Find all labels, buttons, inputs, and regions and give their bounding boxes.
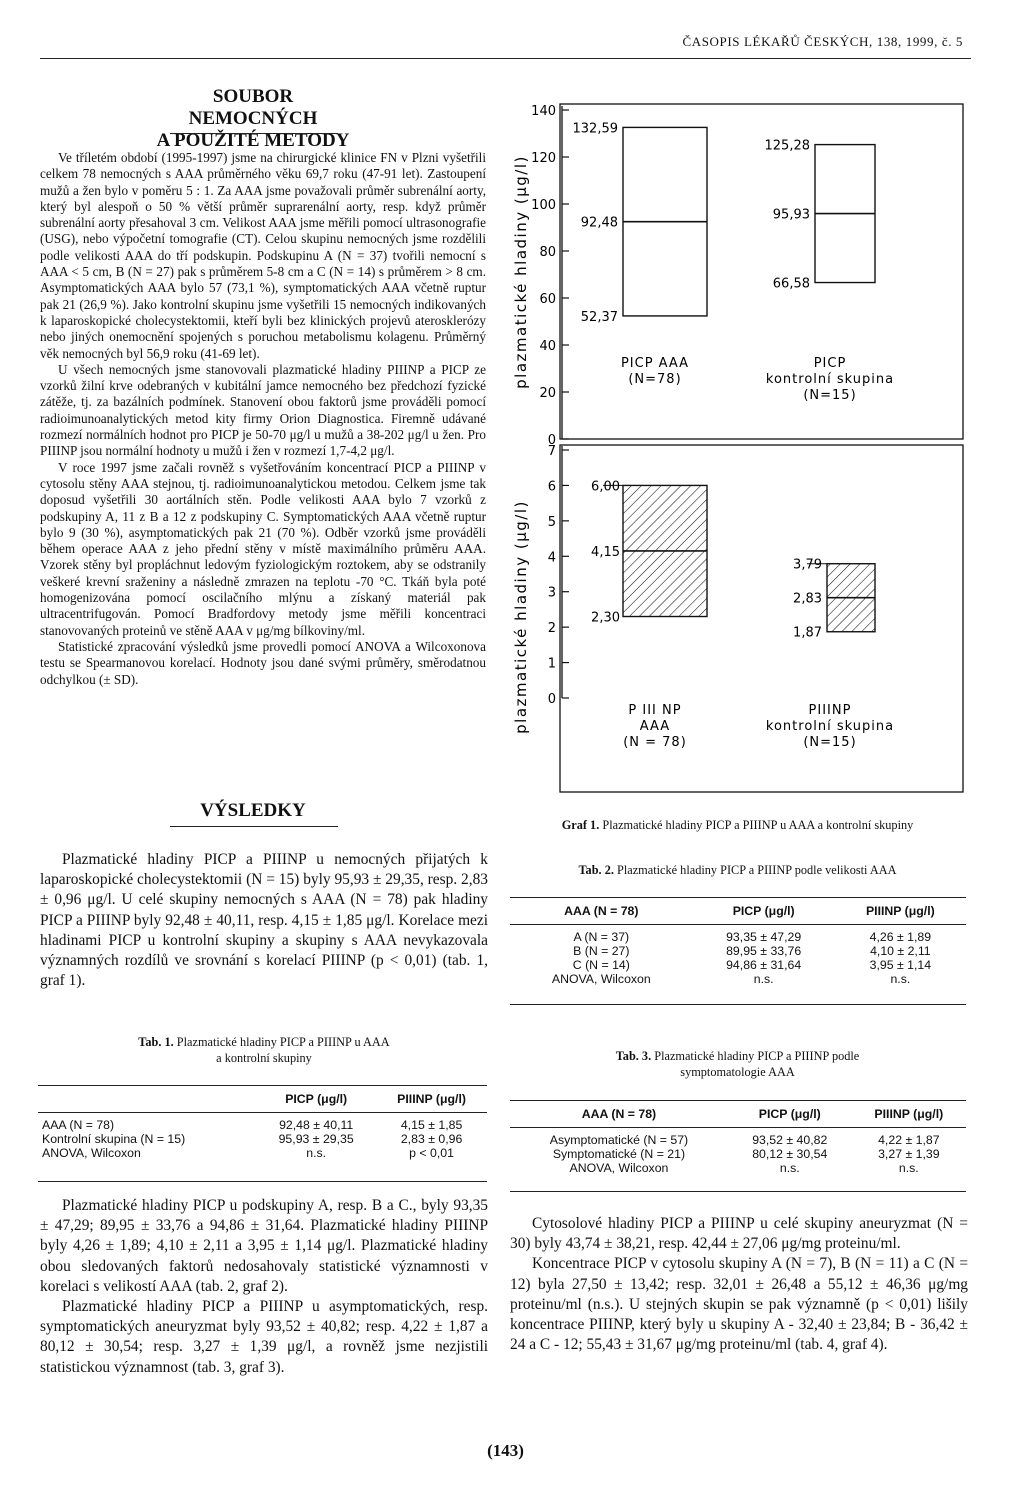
table-row: [510, 972, 966, 986]
tab2-cell: A (N = 37): [573, 929, 630, 944]
running-head: ČASOPIS LÉKAŘŮ ČESKÝCH, 138, 1999, č. 5: [682, 34, 963, 49]
y-tick-label: 1: [547, 656, 556, 672]
chart-2-frame: [560, 445, 963, 792]
tab2-cell: 3,95 ± 1,14: [869, 957, 932, 972]
lower-value-label: 1,87: [793, 625, 822, 641]
table-row: [510, 930, 966, 944]
y-tick-label: 100: [531, 198, 556, 213]
category-label: kontrolní skupina: [765, 372, 895, 387]
tab3: [510, 1100, 966, 1192]
category-label: (N=15): [803, 388, 857, 403]
tab1-cell: AAA (N = 78): [42, 1117, 115, 1132]
tab3-caption-line1: Plazmatické hladiny PICP a PIIINP podle: [654, 1049, 860, 1063]
tab3-header-1: PICP (μg/l): [758, 1106, 821, 1121]
tab3-header-0: AAA (N = 78): [581, 1106, 657, 1121]
y-tick-label: 5: [547, 514, 556, 530]
tab2-header-0: AAA (N = 78): [564, 903, 639, 918]
tab1-cell: 95,93 ± 29,35: [278, 1131, 354, 1146]
results-paragraph-3: Plazmatické hladiny PICP a PIIINP u asymptomatických, resp. symptomatických aneuryzmat byly 93,52 ± 40,82; resp. 4,22 ± 1,87 a 80,12 ± 30,54; resp. 3,27 ± 1,39 μg/l, a rovněž jsme nezjistili statistickou významnost (tab. 3, graf 3).: [40, 1298, 488, 1376]
tab3-header-2: PIIINP (μg/l): [874, 1106, 944, 1121]
tab2-caption: [510, 862, 965, 878]
tab2-cell: n.s.: [753, 971, 774, 986]
y-tick-label: 3: [547, 585, 556, 601]
tab1-cell: 4,15 ± 1,85: [400, 1117, 463, 1132]
methods-paragraph-2: U všech nemocných jsme stanovovali plazmatické hladiny PIIINP a PICP ze vzorků žilní krve odebraných v kubitální jamce nemocného bez předchozí fyzické zátěže, tj. za bazálních podmínek. Stanovení obou faktorů jsme prováděli pomocí radioimunoanalytických metod kity firmy Orion Diagnostica. Firemně udávané rozmezí normálních hodnot pro PICP je 50-70 μg/l u mužů a 38-202 μg/l u žen. Pro PIIINP jsou normální hodnoty u mužů i žen v rozmezí 1,7-4,2 μg/l.: [40, 361, 486, 459]
tab1-caption-line1: Plazmatické hladiny PICP a PIIINP u AAA: [176, 1035, 390, 1049]
chart-1-ylabel: plazmatické hladiny (μg/l): [512, 155, 530, 389]
tab2-table: [510, 898, 966, 986]
tab3-cell: n.s.: [898, 1160, 919, 1175]
tab2-cell: 4,10 ± 2,11: [870, 943, 931, 958]
tab2-cell: 4,26 ± 1,89: [869, 929, 932, 944]
tab2-label: Tab. 2.: [578, 863, 614, 877]
y-tick-label: 2: [547, 621, 556, 637]
table-row: [510, 1161, 966, 1175]
tab3-table: [510, 1101, 966, 1175]
y-tick-label: 6: [547, 479, 556, 495]
tab1-cell: n.s.: [306, 1145, 327, 1160]
tab3-cell: 93,52 ± 40,82: [752, 1132, 828, 1147]
tab3-cell: 80,12 ± 30,54: [752, 1146, 828, 1161]
tab1-cell: 92,48 ± 40,11: [279, 1117, 354, 1132]
table-row: [38, 1132, 487, 1146]
graph1-caption: [510, 817, 965, 833]
tab3-cell: n.s.: [779, 1160, 800, 1175]
tab2-cell: n.s.: [890, 971, 911, 986]
y-tick-label: 140: [531, 104, 556, 119]
results-title-rule: [170, 826, 338, 827]
methods-paragraph-1: Ve tříletém období (1995-1997) jsme na chirurgické klinice FN v Plzni vyšetřili celkem 78 nemocných s AAA průměrného věku 69,7 roku (47-91 let). Zastoupení mužů a žen bylo v poměru 5 : 1. Za AAA jsme považovali průměr subrenální aorty, který byl alespoň o 50 % větší průměr suprarenální aorty, resp. když průměr subrenální aorty přesahoval 3 cm. Velikost AAA jsme měřili pomocí ultrasonografie (USG), nebo výpočetní tomografie (CT). Celou skupinu nemocných jsme rozdělili podle velikosti AAA do tří podskupin. Podskupinu A (N = 37) tvořili nemocní s AAA < 5 cm, B (N = 27) pak s průměrem 5-8 cm a C (N = 14) s průměrem > 8 cm. Asymptomatických AAA bylo 57 (73,1 %), symptomatických AAA včetně ruptur pak 21 (26,9 %). Jako kontrolní skupinu jsme vyšetřili 15 nemocných indikovaných k laparoskopické cholecystektomii, kteří byli bez klinických projevů aterosklerózy nebo jiných onemocnění spojených s poruchou metabolismu kolagenu. Průměrný věk nemocných byl 56,9 roku (41-69 let).: [40, 150, 486, 361]
results-right-bottom: [510, 1214, 968, 1355]
lower-value-label: 2,30: [591, 610, 620, 626]
methods-title-rule: [170, 133, 338, 134]
graph1-label: Graf 1.: [561, 818, 600, 832]
table-row: [38, 1118, 487, 1132]
y-tick-label: 7: [547, 444, 556, 459]
tab1-caption-line2: a kontrolní skupiny: [216, 1051, 312, 1065]
upper-value-label: 132,59: [572, 121, 618, 137]
upper-value-label: 3,79: [793, 557, 822, 573]
y-tick-label: 40: [539, 339, 556, 354]
results-left-bottom: [40, 1196, 488, 1378]
tab1-table: [38, 1086, 487, 1160]
chart-1: [512, 104, 963, 448]
median-value-label: 92,48: [580, 215, 618, 231]
graph1-caption-text: Plazmatické hladiny PICP a PIIINP u AAA a kontrolní skupiny: [602, 818, 914, 832]
category-label: PIIINP: [808, 703, 852, 718]
y-tick-label: 20: [539, 386, 556, 401]
results-paragraph-5: Koncentrace PICP v cytosolu skupiny A (N = 7), B (N = 11) a C (N = 12) byla 27,50 ± 13,42; resp. 32,01 ± 26,48 a 55,12 ± 46,36 μg/mg proteinu/ml (n.s.). U stejných skupin se pak významně (p < 0,01) lišily koncentrace PIIINP, který byly u skupiny A - 32,40 ± 23,84; B - 36,42 ± 24 a C - 12; 55,43 ± 31,67 μg/mg proteinu/ml (tab. 4, graf 4).: [510, 1255, 968, 1354]
results-paragraph-1: Plazmatické hladiny PICP a PIIINP u nemocných přijatých k laparoskopické cholecystektomii (N = 15) byly 95,93 ± 29,35, resp. 2,83 ± 0,96 μg/l. U celé skupiny nemocných s AAA (N = 78) pak hladiny PICP a PIIINP byly 92,48 ± 40,11, resp. 4,15 ± 1,85 μg/l. Korelace mezi hladinami PICP u kontrolní skupiny a skupiny s AAA nevykazovala významných rozdílů ve srovnání s korelací PIIINP (p < 0,01) (tab. 1, graf 1).: [40, 851, 488, 990]
methods-title-line2: A POUŽITÉ METODY: [156, 130, 350, 151]
tab2-cell: ANOVA, Wilcoxon: [551, 971, 651, 986]
category-label: P III NP: [628, 703, 682, 718]
tab1-cell: Kontrolní skupina (N = 15): [42, 1131, 186, 1146]
tab1-header-0: [38, 1086, 256, 1112]
category-label: PICP AAA: [620, 356, 690, 371]
tab3-cell: 3,27 ± 1,39: [878, 1146, 940, 1161]
lower-value-label: 52,37: [580, 309, 618, 325]
tab1-header-1: PICP (μg/l): [285, 1091, 348, 1106]
tab1-caption: [60, 1034, 468, 1066]
tab2-cell: B (N = 27): [573, 943, 630, 958]
results-title: VÝSLEDKY: [200, 800, 306, 821]
methods-title: [150, 86, 356, 152]
tab2-header-2: PIIINP (μg/l): [865, 903, 935, 918]
header-rule: [40, 58, 971, 59]
upper-value-label: 6,00: [591, 479, 620, 495]
category-label: (N=15): [803, 735, 857, 750]
tab3-cell: 4,22 ± 1,87: [878, 1132, 940, 1147]
table-row: [510, 1133, 966, 1147]
table-row: [510, 1147, 966, 1161]
tab1-header-2: PIIINP (μg/l): [397, 1091, 466, 1106]
tab1-label: Tab. 1.: [138, 1035, 174, 1049]
chart-2: [512, 444, 963, 792]
tab1-cell: 2,83 ± 0,96: [400, 1131, 463, 1146]
tab3-cell: ANOVA, Wilcoxon: [569, 1160, 669, 1175]
chart-2-ylabel: plazmatické hladiny (μg/l): [512, 500, 530, 734]
graph-1: [500, 92, 970, 807]
chart-1-frame: [560, 104, 963, 439]
methods-title-line1: SOUBOR NEMOCNÝCH: [188, 86, 318, 129]
y-tick-label: 80: [539, 245, 556, 260]
category-label: PICP: [813, 356, 847, 371]
category-label: (N=78): [628, 372, 682, 387]
lower-value-label: 66,58: [772, 276, 810, 292]
tab2-cell: C (N = 14): [572, 957, 630, 972]
tab2-cell: 89,95 ± 33,76: [726, 943, 802, 958]
category-label: (N = 78): [623, 735, 687, 750]
tab2: [510, 897, 966, 1005]
tab3-cell: Asymptomatické (N = 57): [549, 1132, 689, 1147]
y-tick-label: 60: [539, 292, 556, 307]
methods-body: [40, 150, 486, 688]
y-tick-label: 0: [547, 692, 556, 707]
tab1: [38, 1085, 487, 1182]
tab3-label: Tab. 3.: [615, 1049, 652, 1063]
table-row: [510, 958, 966, 972]
median-value-label: 4,15: [591, 544, 620, 560]
results-paragraph-2: Plazmatické hladiny PICP u podskupiny A, resp. B a C., byly 93,35 ± 47,29; 89,95 ± 33,76 a 94,86 ± 31,64. Plazmatické hladiny PIIINP byly 4,26 ± 1,89; 4,10 ± 2,11 a 3,95 ± 1,14 μg/l. Plazmatické hladiny obou sledovaných faktorů nedosahovaly statistické významnosti v korelaci s velikostí AAA (tab. 2, graf 2).: [40, 1197, 488, 1295]
tab3-caption: [510, 1048, 965, 1080]
median-value-label: 2,83: [793, 591, 822, 607]
tab2-caption-text: Plazmatické hladiny PICP a PIIINP podle velikosti AAA: [617, 863, 897, 877]
y-tick-label: 4: [547, 550, 556, 566]
table-row: [510, 944, 966, 958]
results-paragraph-1-block: [40, 850, 488, 991]
tab3-cell: Symptomatické (N = 21): [552, 1146, 686, 1161]
y-tick-label: 0: [547, 433, 556, 448]
tab2-header-1: PICP (μg/l): [732, 903, 795, 918]
category-label: kontrolní skupina: [765, 719, 895, 734]
upper-value-label: 125,28: [764, 138, 810, 154]
y-tick-label: 120: [531, 151, 556, 166]
tab2-cell: 94,86 ± 31,64: [726, 957, 802, 972]
tab1-cell: p < 0,01: [409, 1145, 454, 1160]
table-row: [38, 1146, 487, 1160]
median-value-label: 95,93: [772, 207, 810, 223]
category-label: AAA: [639, 719, 671, 734]
tab2-cell: 93,35 ± 47,29: [726, 929, 802, 944]
methods-paragraph-3: V roce 1997 jsme začali rovněž s vyšetřováním koncentrací PICP a PIIINP v cytosolu stěny AAA stejnou, tj. radioimunoanalytickou metodou. Celkem jsme tak doposud vyšetřili 30 aortálních stěn. Podle velikosti AAA bylo 7 vzorků z podskupiny A, 11 z B a 12 z podskupiny C. Symptomatických AAA včetně ruptur bylo 9 (30 %), asymptomatických pak 21 (70 %). Odběr vzorků jsme prováděli během operace AAA z jeho přední stěny v místě maximálního průměru AAA. Vzorek stěny byl propláchnut ledovým fyziologickým roztokem, aby se odstranily veškeré krevní sraženiny a následně zmrazen na teplotu -70 °C. Tkáň byla poté homogenizována pomocí oscilačního mlýnu a získaný materiál pak ultracentrifugován. Pomocí Bradfordovy metody jsme měřili koncentraci stanovovaných proteinů ve stěně AAA v μg/mg bílkoviny/ml.: [40, 459, 486, 638]
methods-paragraph-4: Statistické zpracování výsledků jsme provedli pomocí ANOVA a Wilcoxonova testu se Spearmanovou korelací. Hodnoty jsou dané svými průměry, směrodatnou odchylkou (± SD).: [40, 638, 486, 687]
results-paragraph-4: Cytosolové hladiny PICP a PIIINP u celé skupiny aneuryzmat (N = 30) byly 43,74 ± 38,21, resp. 42,44 ± 27,06 μg/mg proteinu/ml.: [510, 1215, 968, 1253]
tab3-caption-line2: symptomatologie AAA: [680, 1065, 795, 1079]
page-number: (143): [487, 1441, 524, 1460]
tab1-cell: ANOVA, Wilcoxon: [42, 1145, 141, 1160]
